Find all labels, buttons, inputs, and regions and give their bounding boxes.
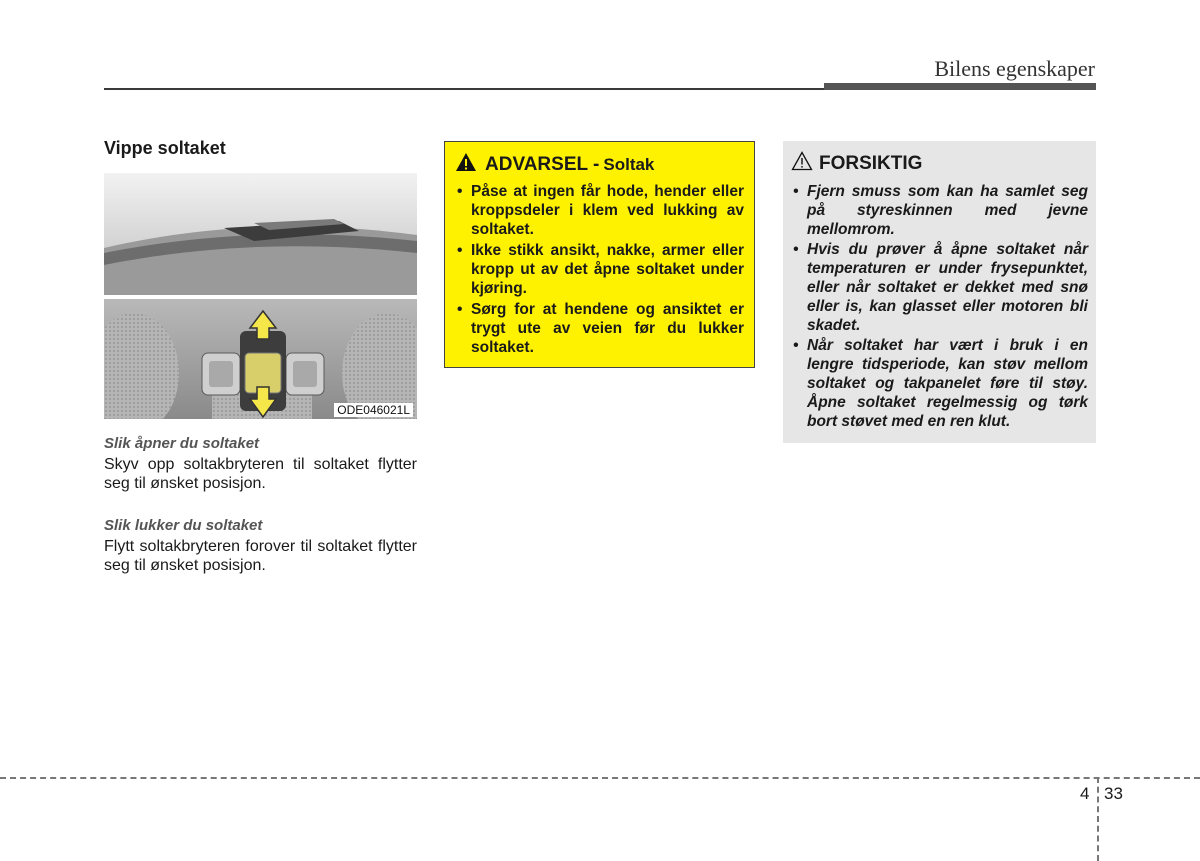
caution-item: • Hvis du prøver å åpne soltaket når temperaturen er under frysepunktet, eller når soltaket er dekket med snø eller is, kan glasset eller motoren bli skadet.: [791, 240, 1088, 335]
page-number: 33: [1104, 784, 1123, 803]
chapter-number: 4: [1080, 784, 1090, 803]
caution-box: [783, 141, 1096, 443]
footer-vertical-rule: [1097, 777, 1099, 861]
sunroof-switch-figure: [104, 173, 417, 419]
close-text: Flytt soltakbryteren forover til soltaket flytter seg til ønsket posisjon.: [104, 538, 417, 574]
caution-triangle-icon: [791, 151, 813, 177]
header-rule-thick: [824, 83, 1096, 90]
open-text: Skyv opp soltakbryteren til soltaket flytter seg til ønsket posisjon.: [104, 456, 417, 492]
warning-item: • Påse at ingen får hode, hender eller kroppsdeler i klem ved lukking av soltaket.: [455, 182, 744, 239]
open-heading: Slik åpner du soltaket: [104, 435, 260, 452]
caution-item: • Når soltaket har vært i bruk i en lengre tidsperiode, kan støv mellom soltaket og takpanelet føre til støy. Åpne soltaket regelmessig og tørk bort støvet med en ren klut.: [791, 336, 1088, 431]
figure-code: ODE046021L: [334, 403, 413, 417]
close-heading: Slik lukker du soltaket: [104, 517, 263, 534]
warning-header: [455, 152, 744, 178]
warning-subtitle: Soltak: [603, 155, 655, 174]
caution-header: [791, 151, 1088, 177]
header-rule-thin: [104, 88, 824, 90]
footer-rule: [0, 777, 1200, 779]
warning-triangle-icon: [455, 152, 477, 178]
sunroof-switch-illustration: [104, 173, 417, 419]
warning-title: ADVARSEL -: [485, 154, 600, 175]
caution-title: FORSIKTIG: [819, 153, 923, 174]
section-title: Vippe soltaket: [104, 138, 226, 158]
caution-item: • Fjern smuss som kan ha samlet seg på styreskinnen med jevne mellomrom.: [791, 182, 1088, 239]
warning-box: [444, 141, 755, 368]
page-header-title: Bilens egenskaper: [934, 56, 1095, 81]
caution-list: [791, 182, 1088, 431]
warning-list: [455, 182, 744, 357]
warning-item: • Ikke stikk ansikt, nakke, armer eller kropp ut av det åpne soltaket under kjøring.: [455, 241, 744, 298]
warning-item: • Sørg for at hendene og ansiktet er trygt ute av veien før du lukker soltaket.: [455, 300, 744, 357]
left-column: [104, 138, 417, 575]
